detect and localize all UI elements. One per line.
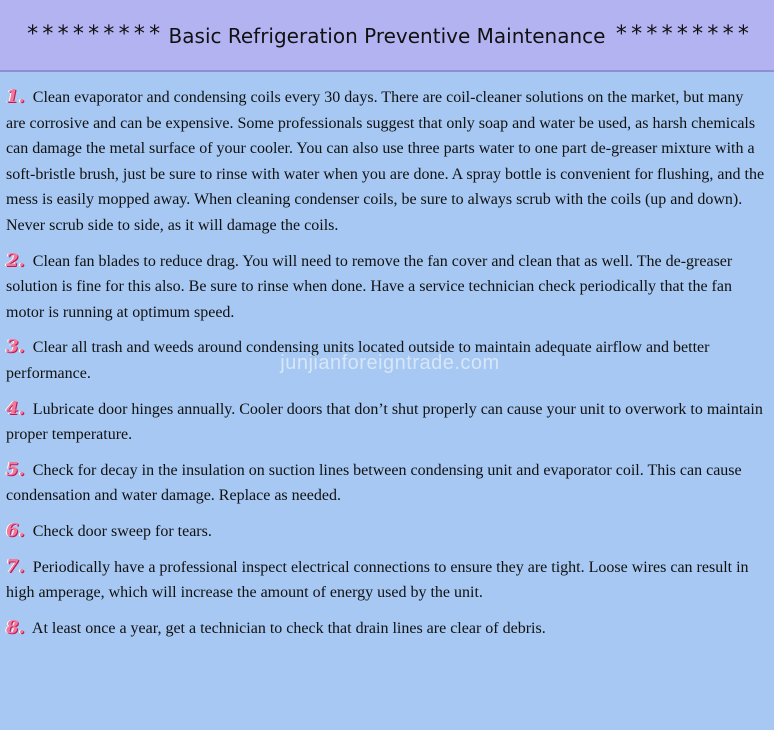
stars-right: *********	[614, 22, 752, 47]
item-text: Clear all trash and weeds around condensing units located outside to maintain adequate airflow and better performance.	[6, 339, 710, 382]
item-number: 5.	[6, 458, 25, 480]
item-number: 4.	[6, 397, 25, 419]
item-number: 1.	[6, 86, 25, 107]
item-text: At least once a year, get a technician to check that drain lines are clear of debris.	[31, 619, 546, 637]
list-item	[6, 396, 766, 448]
item-text: Lubricate door hinges annually. Cooler doors that don’t shut properly can cause your unit to overwork to maintain proper temperature.	[6, 400, 763, 444]
item-text: Clean fan blades to reduce drag. You will need to remove the fan cover and clean that as well. The de-greaser solution is fine for this also. Be sure to rinse when done. Have a service technician check periodically that the fan motor is running at optimum speed.	[6, 252, 733, 321]
item-text: Check door sweep for tears.	[32, 522, 212, 540]
item-number: 7.	[6, 555, 25, 577]
page-title: Basic Refrigeration Preventive Maintenance	[168, 24, 606, 48]
title-banner	[0, 0, 774, 72]
stars-left: *********	[26, 22, 164, 47]
item-number: 6.	[6, 519, 25, 541]
list-item	[6, 84, 766, 239]
list-item	[6, 248, 766, 326]
list-item	[6, 518, 766, 545]
list-item	[6, 457, 766, 509]
watermark: junjianforeigntrade.com	[280, 352, 500, 374]
item-text: Clean evaporator and condensing coils every 30 days. There are coil-cleaner solutions on the market, but many are corrosive and can be expensive. Some professionals suggest that only soap and water be used, as harsh chemicals can damage the metal surface of your cooler. You can also use three parts water to one part de-greaser mixture with a soft-bristle brush, just be sure to rinse with water when you are done. A spray bottle is convenient for flushing, and the mess is easily mopped away. When cleaning condenser coils, be sure to always scrub with the coils (up and down). Never scrub side to side, as it will damage the coils.	[6, 89, 765, 234]
item-number: 8.	[6, 616, 25, 638]
item-number: 2.	[6, 249, 25, 271]
item-text: Periodically have a professional inspect electrical connections to ensure they are tight. Loose wires can result in high amperage, which will increase the amount of energy used by the unit.	[6, 558, 749, 602]
item-text: Check for decay in the insulation on suction lines between condensing unit and evaporator coil. This can cause condensation and water damage. Replace as needed.	[6, 461, 742, 505]
list-item	[6, 615, 766, 642]
item-number: 3.	[6, 336, 25, 358]
list-item	[6, 554, 766, 606]
